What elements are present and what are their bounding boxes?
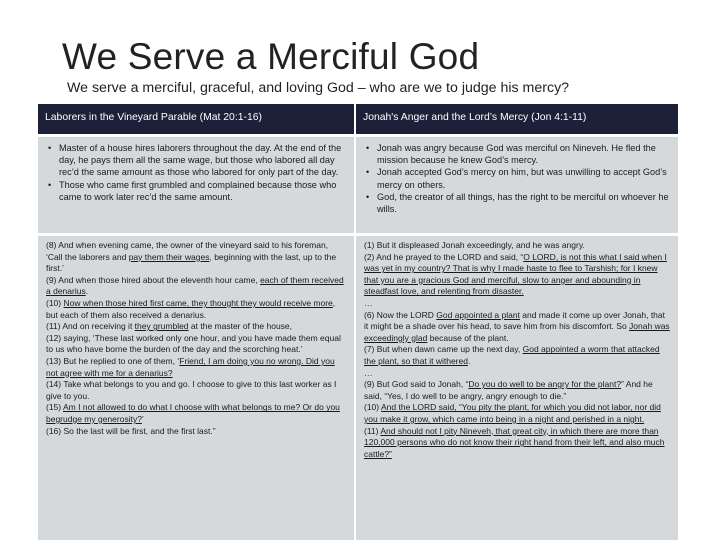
verse-underlined: pay them their wages: [128, 251, 210, 262]
verse-text: (6) Now the LORD: [364, 309, 437, 320]
verse-10: [364, 402, 670, 425]
list-item: • Those who came first grumbled and complained because those who came to work later rec’d the same amount.: [46, 179, 346, 203]
verse-text: (10): [364, 402, 382, 413]
verse-9: [364, 379, 670, 402]
list-item: • God, the creator of all things, has the right to be merciful on whoever he wills.: [364, 191, 670, 215]
list-item: • Jonah was angry because God was merciful on Nineveh. He fled the mission because he knew God’s mercy.: [364, 142, 670, 166]
verse-underlined: Am I not allowed to do what I choose with what belongs to me? Or do you begrudge my generosity?: [46, 402, 340, 424]
verse-13: [46, 356, 346, 379]
jonah-summary-cell: [356, 137, 678, 233]
verse-text: (7) But when dawn came up the next day,: [364, 344, 523, 355]
verse-underlined: O LORD, is not this what I said when I was yet in my country? That is why I made haste to flee to Tarshish; for I knew that you are a gracious God and merciful, slow to anger and abounding in steadfast love, and relenting from disaster.: [364, 251, 667, 297]
verse-underlined: each of them received a denarius: [46, 274, 344, 297]
verse-text: and made it come up over Jonah, that it might be a shade over his head, to save him from his discomfort. So: [364, 309, 665, 332]
verse-text: , but each of them also received a denarius.: [46, 297, 336, 320]
verse-underlined: God appointed a worm that attacked the plant, so that it withered: [364, 344, 660, 366]
matthew-verses-cell: [38, 236, 354, 540]
jonah-summary-list: [364, 142, 670, 215]
slide-subtitle: We serve a merciful, graceful, and loving God – who are we to judge his mercy?: [67, 80, 570, 96]
verse-underlined: And should not I pity Nineveh, that great city, in which there are more than 120,000 persons who do not know their right hand from their left, and also much cattle?”: [364, 425, 665, 459]
verse-underlined: Do you do well to be angry for the plant?: [468, 379, 622, 390]
verse-text: (2) And he prayed to the LORD and said, “: [364, 251, 524, 262]
verse-8: [46, 240, 346, 275]
verse-12: (12) saying, ‘These last worked only one hour, and you have made them equal to us who have borne the burden of the day and the scorching heat.’: [46, 332, 341, 355]
verse-text: because of the plant.: [427, 332, 509, 343]
verse-9: [46, 275, 346, 298]
verse-text: at the master of the house,: [188, 321, 293, 332]
verse-6: [364, 310, 670, 345]
comparison-table: [38, 104, 678, 540]
verse-text: (10): [46, 297, 64, 308]
list-item: • Jonah accepted God’s mercy on him, but was unwilling to accept God’s mercy on others.: [364, 166, 670, 190]
verse-text: .: [467, 355, 471, 366]
verse-underlined: Friend, I am doing you no wrong. Did you not agree with me for a denarius?: [46, 355, 335, 378]
verse-2: [364, 252, 670, 298]
vineyard-summary-cell: [38, 137, 354, 233]
header-vineyard-parable: Laborers in the Vineyard Parable (Mat 20:1-16): [38, 104, 354, 134]
verse-16: (16) So the last will be first, and the first last.”: [46, 425, 216, 436]
verse-11: [364, 426, 670, 461]
verse-14: (14) Take what belongs to you and go. I choose to give to this last worker as I give to you.: [46, 379, 337, 401]
verse-separator: …: [364, 367, 373, 378]
verse-text: (11): [364, 425, 381, 436]
vineyard-summary-list: [46, 142, 346, 203]
verse-1: (1) But it displeased Jonah exceedingly, and he was angry.: [364, 240, 585, 250]
list-item: • Master of a house hires laborers throughout the day. At the end of the day, he pays them all the same wage, but those who labored all day rec’d the same amount as those who labored for only part of the day.: [46, 142, 346, 179]
header-jonah-anger: Jonah's Anger and the Lord’s Mercy (Jon 4:1-11): [356, 104, 678, 134]
verse-text: (13) But he replied to one of them, ‘: [46, 355, 180, 366]
verse-11: [46, 321, 346, 333]
verse-underlined: Now when those hired first came, they thought they would receive more: [63, 297, 333, 308]
verse-10: [46, 298, 346, 321]
verse-underlined: God appointed a plant: [436, 309, 520, 320]
verse-text: , beginning with the last, up to the first.’: [46, 251, 337, 274]
verse-underlined: they grumbled: [134, 321, 189, 332]
verse-text: .: [85, 286, 89, 297]
verse-15: [46, 402, 346, 425]
verse-7: [364, 344, 670, 367]
jonah-verses-cell: [356, 236, 678, 540]
verse-text: (9) But God said to Jonah, “: [364, 379, 469, 390]
verse-separator: …: [364, 297, 373, 308]
verse-text: ’: [141, 413, 144, 424]
verse-text: (9) And when those hired about the eleventh hour came,: [46, 274, 261, 285]
verse-underlined: Jonah was exceedingly glad: [364, 321, 670, 343]
verse-text: (15): [46, 402, 64, 413]
verse-underlined: And the LORD said, “You pity the plant, for which you did not labor, nor did you make it grow, which came into being in a night and perished in a night.: [364, 402, 661, 424]
verse-text: (11) And on receiving it: [46, 321, 135, 332]
slide-title: We Serve a Merciful God: [62, 36, 480, 77]
verse-text: ” And he said, “Yes, I do well to be angry, angry enough to die.”: [364, 379, 653, 401]
verse-text: (8) And when evening came, the owner of the vineyard said to his foreman, ‘Call the laborers and: [46, 240, 329, 262]
